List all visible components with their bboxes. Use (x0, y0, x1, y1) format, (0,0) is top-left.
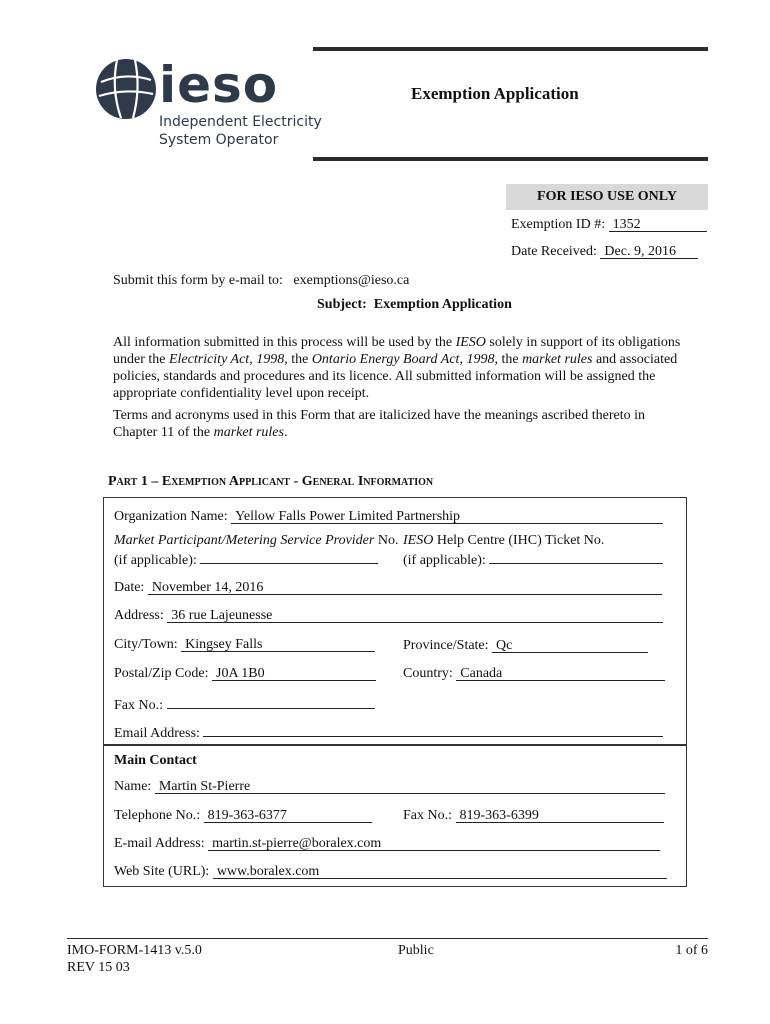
fax-label: Fax No.: (114, 698, 163, 713)
exemption-id-field[interactable]: 1352 (609, 216, 707, 232)
intro-term: Electricity Act, 1998, (168, 352, 288, 367)
city-row (114, 636, 375, 653)
ihc-ticket-field[interactable] (489, 548, 663, 564)
footer-rule (67, 938, 708, 939)
date-field[interactable]: November 14, 2016 (148, 579, 662, 595)
email-row (114, 721, 663, 742)
exemption-id-label: Exemption ID #: (511, 217, 606, 232)
mp-field-row (114, 548, 378, 569)
contact-web-row (114, 863, 667, 880)
date-label: Date: (114, 580, 145, 595)
exemption-id-row (511, 216, 707, 233)
contact-web-label: Web Site (URL): (114, 864, 210, 879)
submit-instruction: Submit this form by e-mail to: exemptions@ieso.ca (113, 273, 410, 288)
country-row (403, 665, 665, 682)
org-field[interactable]: Yellow Falls Power Limited Partnership (231, 508, 663, 524)
ieso-use-only-label: FOR IESO USE ONLY (537, 189, 677, 204)
intro-paragraph-1 (113, 334, 688, 402)
ieso-logo (95, 58, 325, 153)
mp-number-field[interactable] (200, 548, 378, 564)
mp-label: Market Participant/Metering Service Provider (114, 533, 375, 548)
intro-text: the (287, 352, 312, 367)
email-label: Email Address: (114, 726, 200, 741)
contact-fax-row (403, 807, 664, 824)
province-field[interactable]: Qc (492, 637, 648, 653)
address-field[interactable]: 36 rue Lajeunesse (167, 607, 663, 623)
country-label: Country: (403, 666, 453, 681)
intro-text: solely in support of its obligations under the (113, 335, 681, 367)
contact-name-field[interactable]: Martin St-Pierre (155, 778, 665, 794)
intro-term: market rules (213, 425, 284, 440)
ihc-label-tail: Help Centre (IHC) Ticket No. (433, 533, 605, 548)
footer-rev: REV 15 03 (67, 960, 130, 975)
date-row (114, 579, 662, 596)
intro-text: All information submitted in this process will be used by the (113, 335, 456, 350)
header-top-rule (313, 47, 708, 51)
city-label: City/Town: (114, 637, 178, 652)
contact-fax-field[interactable]: 819-363-6399 (456, 807, 664, 823)
submit-subject: Subject: Exemption Application (317, 297, 512, 312)
intro-text: and associated policies, standards and procedures and its licence. All submitted information will be assigned the appropriate confidentiality level upon receipt. (113, 352, 678, 401)
mp-applicable-label: (if applicable): (114, 553, 197, 568)
header-bottom-rule (313, 157, 708, 161)
province-label: Province/State: (403, 638, 489, 653)
contact-email-label: E-mail Address: (114, 836, 205, 851)
mp-label-row (114, 532, 398, 549)
date-received-field[interactable]: Dec. 9, 2016 (600, 243, 698, 259)
contact-phone-field[interactable]: 819-363-6377 (204, 807, 372, 823)
logo-subtitle-1: Independent Electricity (159, 114, 322, 130)
contact-phone-label: Telephone No.: (114, 808, 201, 823)
fax-row (114, 693, 375, 714)
intro-text: the (497, 352, 523, 367)
ihc-label-row (403, 532, 604, 549)
contact-email-field[interactable]: martin.st-pierre@boralex.com (208, 835, 660, 851)
org-label: Organization Name: (114, 509, 228, 524)
contact-web-field[interactable]: www.boralex.com (213, 863, 667, 879)
mp-label-tail: No. (374, 533, 399, 548)
date-received-row (511, 243, 698, 260)
globe-icon (95, 58, 157, 120)
footer-form-id: IMO-FORM-1413 v.5.0 (67, 943, 202, 958)
ihc-applicable-label: (if applicable): (403, 553, 486, 568)
country-field[interactable]: Canada (456, 665, 665, 681)
main-contact-heading: Main Contact (114, 753, 197, 768)
footer-classification: Public (398, 943, 434, 958)
contact-phone-row (114, 807, 372, 824)
logo-subtitle-2: System Operator (159, 132, 279, 148)
ieso-use-only-header (506, 184, 708, 210)
logo-brand: ieso (159, 56, 279, 114)
page-title: Exemption Application (411, 84, 579, 103)
intro-term: Ontario Energy Board Act, 1998, (311, 352, 498, 367)
contact-name-label: Name: (114, 779, 152, 794)
fax-field[interactable] (167, 693, 375, 709)
ihc-label: IESO (403, 533, 434, 548)
contact-fax-label: Fax No.: (403, 808, 452, 823)
address-label: Address: (114, 608, 164, 623)
contact-email-row (114, 835, 660, 852)
postal-label: Postal/Zip Code: (114, 666, 209, 681)
city-field[interactable]: Kingsey Falls (181, 636, 375, 652)
date-received-label: Date Received: (511, 244, 597, 259)
province-row (403, 637, 648, 654)
ihc-field-row (403, 548, 663, 569)
contact-name-row (114, 778, 665, 795)
part1-heading: Part 1 – Exemption Applicant - General Information (108, 474, 434, 489)
intro-term: market rules (522, 352, 593, 367)
intro-paragraph-2 (113, 407, 673, 441)
email-field[interactable] (203, 721, 663, 737)
intro-text: Terms and acronyms used in this Form that are italicized have the meanings ascribed thereto in Chapter 11 of the (113, 408, 646, 440)
intro-text: . (283, 425, 288, 440)
footer-page-number: 1 of 6 (675, 943, 708, 958)
intro-term: IESO (455, 335, 486, 350)
org-row (114, 508, 663, 525)
address-row (114, 607, 663, 624)
postal-row (114, 665, 376, 682)
postal-field[interactable]: J0A 1B0 (212, 665, 376, 681)
